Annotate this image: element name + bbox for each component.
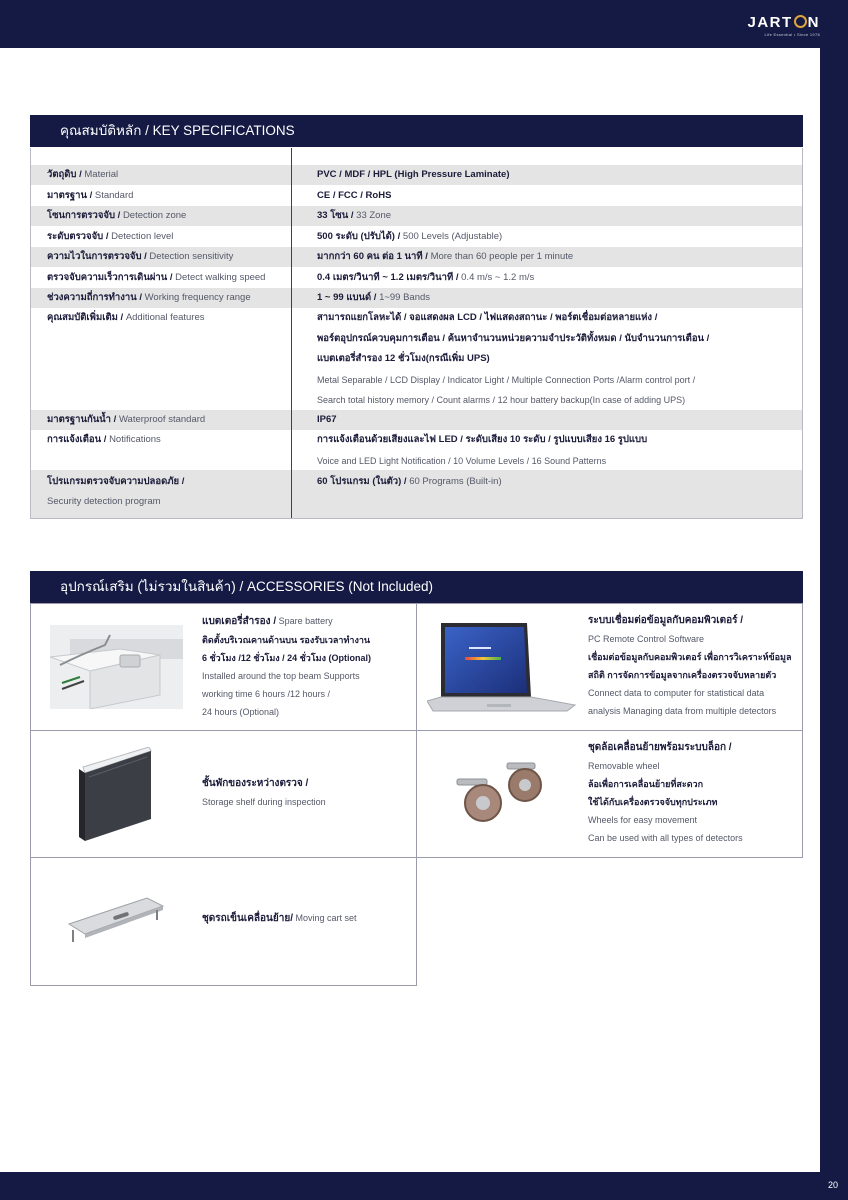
spec-row-standard: มาตรฐาน / Standard CE / FCC / RoHS [47, 190, 392, 201]
accessories-header: อุปกรณ์เสริม (ไม่รวมในสินค้า) / ACCESSORIES (Not Included) [30, 571, 803, 603]
cart-text: ชุดรถเข็นเคลื่อนย้าย/ Moving cart set [202, 913, 357, 924]
spec-row-material: วัตถุดิบ / Material PVC / MDF / HPL (High Pressure Laminate) [31, 165, 802, 185]
shelf-text: ชั้นพักของระหว่างตรวจ / Storage shelf during inspection [202, 778, 326, 807]
spec-row-walking-speed: ตรวจจับความเร็วการเดินผ่าน / Detect walking speed 0.4 เมตร/วินาที ~ 1.2 เมตร/วินาที / 0.4 m/s ~ 1.2 m/s [47, 272, 535, 283]
logo-o-icon [794, 15, 807, 28]
accessory-battery-card [30, 603, 417, 731]
specs-header: คุณสมบัติหลัก / KEY SPECIFICATIONS [30, 115, 803, 147]
brand-tagline: Life Essential • Since 1978 [764, 32, 820, 37]
battery-text: แบตเตอรี่สำรอง / Spare battery ติดตั้งบริเวณคานด้านบน รองรับเวลาทำงาน 6 ชั่วโมง /12 ชั่วโมง / 24 ชั่วโมง (Optional) Installed around the top beam Supports working time 6 hours /12 hours / 24 hours (Optional) [202, 616, 371, 717]
page-number: 20 [827, 1180, 838, 1190]
accessory-cart-card [30, 857, 417, 986]
spec-row-detection-zone: โซนการตรวจจับ / Detection zone 33 โซน / 33 Zone [31, 206, 802, 226]
wheel-image [453, 759, 553, 829]
laptop-image [427, 621, 577, 713]
brand-logo [747, 14, 820, 37]
spec-column-divider [291, 148, 292, 518]
additional-en-line-2: Search total history memory / Count alarms / 12 hour battery backup(In case of adding UPS) [317, 395, 686, 405]
battery-image [50, 625, 183, 709]
spec-row-security-program: โปรแกรมตรวจจับความปลอดภัย / Security detection program 60 โปรแกรม (ในตัว) / 60 Programs (Built-in) [31, 470, 802, 518]
spec-row-additional-features: คุณสมบัติเพิ่มเติม / Additional features สามารถแยกโลหะได้ / จอแสดงผล LCD / ไฟแสดงสถานะ / พอร์ตเชื่อมต่อหลายแห่ง / พอร์ตอุปกรณ์ควบคุมการเตือน / ค้นหาจำนวนหน่วยความจำประวัติทั้งหมด / นับจำนวนการเตือน / แบตเตอรี่สำรอง 12 ชั่วโมง(กรณีเพิ่ม UPS) Metal Separable / LCD Display / Indicator Light / Multiple Connection Ports /Alarm control port / Search total history memory / Count alarms / 12 hour battery backup(In case of adding UPS) [31, 308, 802, 410]
specs-table [30, 148, 803, 519]
wheel-text: ชุดล้อเคลื่อนย้ายพร้อมระบบล็อก / Removable wheel ล้อเพื่อการเคลื่อนย้ายที่สะดวก ใช้ได้กับเครื่องตรวจจับทุกประเภท Wheels for easy movement Can be used with all types of detectors [588, 742, 743, 843]
additional-th-line-2: พอร์ตอุปกรณ์ควบคุมการเตือน / ค้นหาจำนวนหน่วยความจำประวัติทั้งหมด / นับจำนวนการเตือน / [317, 332, 710, 344]
spec-row-frequency: ช่วงความถี่การทำงาน / Working frequency range 1 ~ 99 แบนด์ / 1~99 Bands [31, 288, 802, 308]
additional-en-line-1: Metal Separable / LCD Display / Indicator Light / Multiple Connection Ports /Alarm control port / [317, 374, 696, 385]
spec-spacer-row [31, 148, 802, 165]
additional-th-line-1: สามารถแยกโลหะได้ / จอแสดงผล LCD / ไฟแสดงสถานะ / พอร์ตเชื่อมต่อหลายแห่ง / [317, 312, 658, 323]
bottom-banner [0, 1172, 848, 1200]
software-text: ระบบเชื่อมต่อข้อมูลกับคอมพิวเตอร์ / PC Remote Control Software เชื่อมต่อข้อมูลกับคอมพิวเตอร์ เพื่อการวิเคราะห์ข้อมูล สถิติ การจัดการข้อมูลจากเครื่องตรวจจับหลายตัว Connect data to computer for statistical data analysis Managing data from multiple detectors [588, 615, 792, 716]
accessory-shelf-card [30, 730, 417, 858]
accessory-software-card [416, 603, 803, 731]
spec-row-notifications: การแจ้งเตือน / Notifications การแจ้งเตือนด้วยเสียงและไฟ LED / ระดับเสียง 10 ระดับ / รูปแบบเสียง 16 รูปแบบ Voice and LED Light Notification / 10 Volume Levels / 16 Sound Patterns [47, 434, 648, 466]
accessories-grid [30, 603, 803, 986]
spec-row-sensitivity: ความไวในการตรวจจับ / Detection sensitivity มากกว่า 60 คน ต่อ 1 นาที / More than 60 people per 1 minute [31, 247, 802, 267]
brand-logo-text: JART N [747, 14, 820, 31]
spec-row-waterproof: มาตรฐานกันน้ำ / Waterproof standard IP67 [31, 410, 802, 430]
additional-th-line-3: แบตเตอรี่สำรอง 12 ชั่วโมง(กรณีเพิ่ม UPS) [317, 353, 490, 364]
spec-row-detection-level: ระดับตรวจจับ / Detection level 500 ระดับ (ปรับได้) / 500 Levels (Adjustable) [47, 231, 503, 242]
storage-shelf-image [79, 747, 155, 843]
moving-cart-image [65, 894, 165, 946]
accessory-wheel-card [416, 730, 803, 858]
top-banner [0, 0, 848, 48]
right-edge-bar [820, 48, 848, 1172]
